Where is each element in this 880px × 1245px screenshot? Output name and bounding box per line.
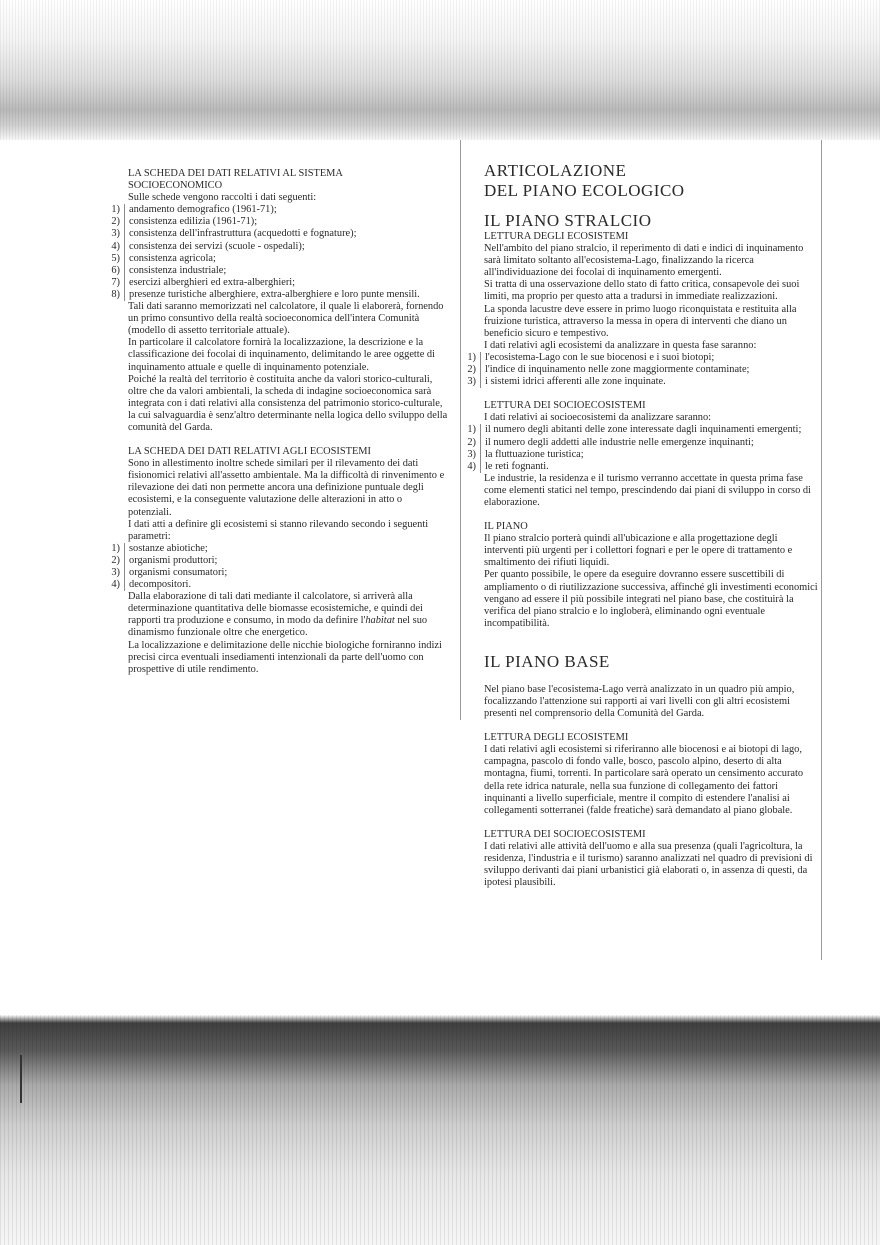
- list-item: 3) consistenza dell'infrastruttura (acquedotti e fognature);: [128, 228, 448, 240]
- paragraph: Dalla elaborazione di tali dati mediante il calcolatore, si arriverà alla determinazione quantitativa delle biomasse ecosistemiche, e quindi dei rapporti tra produzione e consumo, in modo da definire l'habitat nel suo dinamismo funzionale oltre che energetico.: [128, 591, 428, 639]
- paragraph: I dati atti a definire gli ecosistemi si stanno rilevando secondo i seguenti parametri:: [128, 518, 429, 542]
- subsection-heading: IL PIANO: [484, 521, 528, 533]
- socio-list: [111, 204, 448, 301]
- paragraph: Poiché la realtà del territorio è costituita anche da valori storico-culturali, oltre che da valori ambientali, la scheda di indagine socioeconomica sarà integrata con i dati relativi alla consistenza del patrimonio storico-culturale, la cui salvaguardia è senz'altro determinante nella logica dello sviluppo della comunità del Garda.: [128, 373, 448, 433]
- list-item: 4) decompositori.: [128, 579, 448, 591]
- page-title-cont: DEL PIANO ECOLOGICO: [484, 181, 685, 200]
- left-column: [111, 168, 448, 676]
- list-item: 1) l'ecosistema-Lago con le sue biocenosi e i suoi biotopi;: [484, 352, 818, 364]
- right-column: [467, 161, 818, 889]
- paragraph: I dati relativi alle attività dell'uomo e alla sua presenza (quali l'agricoltura, la residenza, l'industria e il turismo) saranno analizzati nel quadro di previsioni di sviluppo derivanti dai piani urbanistici già elaborati o, in assenza di questi, da ipotesi plausibili.: [484, 840, 813, 889]
- list-item: 3) organismi consumatori;: [128, 567, 448, 579]
- intro-text: Sulle schede vengono raccolti i dati seguenti:: [128, 192, 317, 204]
- column-divider: [460, 140, 461, 720]
- paragraph: Tali dati saranno memorizzati nel calcolatore, il quale li elaborerà, fornendo un primo consuntivo della realtà socioeconomica dell'intera Comunità (modello di assetto territoriale attuale).: [128, 301, 444, 337]
- list-item: 2) consistenza edilizia (1961-71);: [128, 216, 448, 228]
- list-item: 4) consistenza dei servizi (scuole - ospedali);: [128, 241, 448, 253]
- scan-artifact-top: [0, 0, 880, 140]
- paragraph: La localizzazione e delimitazione delle nicchie biologiche forniranno indizi precisi circa eventuali insediamenti intenzionali da parte dell'uomo con prospettive di utile rendimento.: [128, 639, 442, 675]
- paragraph: Per quanto possibile, le opere da eseguire dovranno essere suscettibili di ampliamento o di riutilizzazione successiva, affinché gli investimenti economici vengano ad essere il più possibile integrati nel piano base, che costituirà la verifica del piano stralcio e lo ingloberà, eliminando ogni eventuale incompatibilità.: [484, 569, 818, 629]
- section-title: IL PIANO BASE: [484, 651, 610, 671]
- list-item: 2) organismi produttori;: [128, 555, 448, 567]
- section-heading: LA SCHEDA DEI DATI RELATIVI AL SISTEMA: [128, 168, 343, 179]
- paragraph: In particolare il calcolatore fornirà la localizzazione, la descrizione e la classificazione dei focolai di inquinamento, delimitando le aree oggette di inquinamento attuale e quelle di inquinamento potenziale.: [128, 337, 435, 373]
- paragraph: Il piano stralcio porterà quindi all'ubicazione e alla progettazione degli interventi più urgenti per i collettori fognari e per le opere di trattamento e smaltimento dei rifiuti liquidi.: [484, 533, 793, 569]
- section-heading: LA SCHEDA DEI DATI RELATIVI AGLI ECOSISTEMI: [128, 446, 372, 458]
- list-item: 6) consistenza industriale;: [128, 265, 448, 277]
- list-item: 1) andamento demografico (1961-71);: [128, 204, 448, 216]
- list-item: 7) esercizi alberghieri ed extra-alberghieri;: [128, 277, 448, 289]
- paragraph: I dati relativi agli ecosistemi si riferiranno alle biocenosi e ai biotopi di lago, campagna, pascolo di fondo valle, bosco, pascolo alpino, deserto di alta montagna, fiumi, torrenti. In particolare sarà operato un censimento accurato della rete idrica naturale, nella sua funzione di collegamento dei fattori inquinanti a livello superficiale, mentre il compito di estendere l'analisi ai collegamenti sotterranei (falde freatiche) sarà demandato al piano globale.: [484, 744, 804, 816]
- subsection-heading: LETTURA DEI SOCIOECOSISTEMI: [484, 400, 646, 412]
- subsection-heading: LETTURA DEGLI ECOSISTEMI: [484, 231, 629, 242]
- paragraph: I dati relativi agli ecosistemi da analizzare in questa fase saranno:: [484, 339, 757, 351]
- section-title: IL PIANO STRALCIO: [484, 211, 652, 230]
- list-item: 8) presenze turistiche alberghiere, extra-alberghiere e loro punte mensili.: [128, 289, 448, 301]
- list-item: 1) sostanze abiotiche;: [128, 543, 448, 555]
- paragraph: La sponda lacustre deve essere in primo luogo riconquistata e restituita alla fruizione turistica, attraverso la messa in opera di interventi che diano un beneficio sicuro e tempestivo.: [484, 303, 797, 339]
- list-item: 4) le reti fognanti.: [484, 461, 818, 473]
- page-title: ARTICOLAZIONE: [484, 161, 627, 180]
- paragraph: Le industrie, la residenza e il turismo verranno accettate in questa prima fase come elementi statici nel tempo, prescindendo dai piani di sviluppo in corso di elaborazione.: [484, 472, 811, 508]
- list-item: 3) i sistemi idrici afferenti alle zone inquinate.: [484, 376, 818, 388]
- eco-list: [111, 542, 448, 591]
- list-item: 1) il numero degli abitanti delle zone interessate dagli inquinamenti emergenti;: [484, 424, 818, 436]
- paragraph: Si tratta di una osservazione dello stato di fatto critica, consapevole dei suoi limiti, ma proprio per questo atta a tradursi in immediate realizzazioni.: [484, 279, 800, 303]
- scan-mark: [20, 1055, 22, 1103]
- list-item: 2) l'indice di inquinamento nelle zone maggiormente contaminate;: [484, 364, 818, 376]
- paragraph: Sono in allestimento inoltre schede similari per il rilevamento dei dati fisionomici relativi all'assetto ambientale. Ma la difficoltà di rinvenimento e rilevazione dei dati non permette ancora una definizione puntuale degli ecosistemi, e la conseguente valutazione delle alterazioni in atto o potenziali.: [128, 458, 445, 518]
- list-item: 5) consistenza agricola;: [128, 253, 448, 265]
- paragraph: Nel piano base l'ecosistema-Lago verrà analizzato in un quadro più ampio, focalizzando l'attenzione sui rapporti ai vari livelli con gli altri ecosistemi presenti nel comprensorio della Comunità del Garda.: [484, 683, 795, 720]
- list-item: 3) la fluttuazione turistica;: [484, 449, 818, 461]
- subsection-heading: LETTURA DEGLI ECOSISTEMI: [484, 732, 629, 744]
- list-item: 2) il numero degli addetti alle industrie nelle emergenze inquinanti;: [484, 437, 818, 449]
- stralcio-socio-list: [467, 424, 818, 472]
- subsection-heading: LETTURA DEI SOCIOECOSISTEMI: [484, 828, 646, 840]
- stralcio-eco-list: [467, 351, 818, 388]
- scan-artifact-bottom: [0, 1015, 880, 1245]
- paragraph: I dati relativi ai socioecosistemi da analizzare saranno:: [484, 412, 712, 424]
- right-border-line: [821, 140, 822, 960]
- section-heading-cont: SOCIOECONOMICO: [128, 180, 223, 192]
- paragraph: Nell'ambito del piano stralcio, il reperimento di dati e indici di inquinamento sarà limitato soltanto all'ecosistema-Lago, finalizzando la ricerca all'individuazione dei focolai di inquinamento emergenti.: [484, 243, 804, 279]
